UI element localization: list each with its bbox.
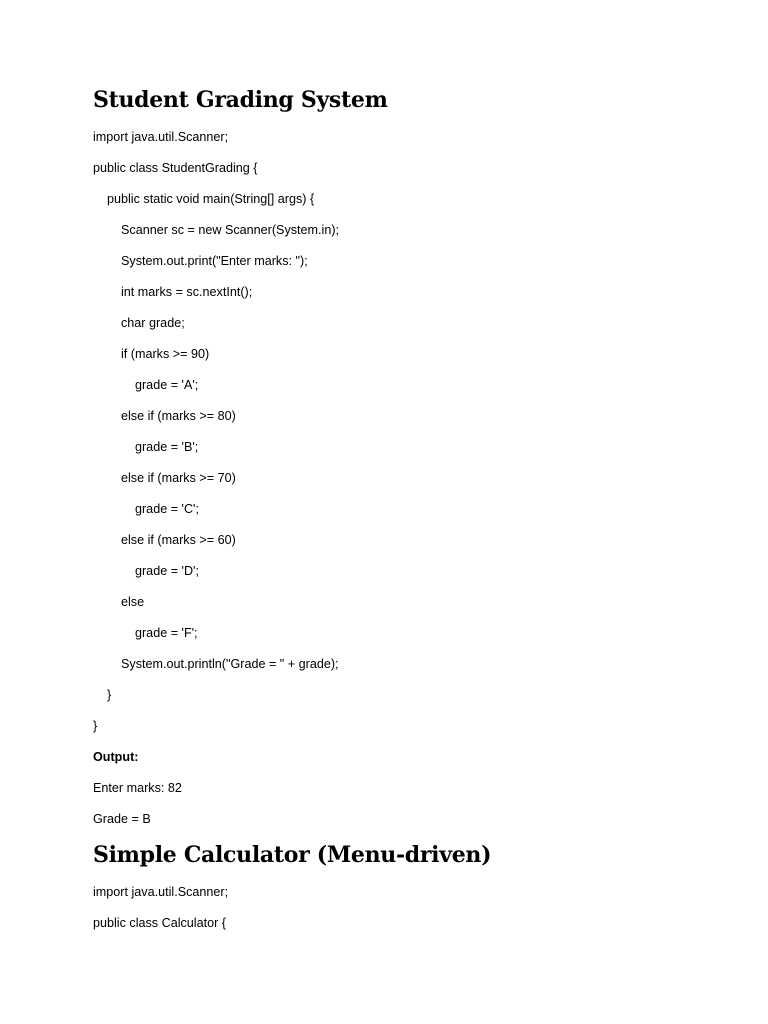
code-line: grade = 'F'; [93,626,198,640]
output-line: Grade = B [93,812,151,826]
code-line: grade = 'B'; [93,440,199,454]
code-line: import java.util.Scanner; [93,885,229,899]
code-line: grade = 'C'; [93,502,199,516]
code-line: } [93,719,98,733]
section-title-simple-calculator: Simple Calculator (Menu-driven) [93,842,492,868]
code-block-calculator [93,877,693,939]
code-block-student-grading [93,122,693,742]
code-line: if (marks >= 90) [93,347,210,361]
section-title-student-grading: Student Grading System [93,87,388,113]
code-line: System.out.println("Grade = " + grade); [93,657,339,671]
code-line: else if (marks >= 80) [93,409,236,423]
code-line: int marks = sc.nextInt(); [93,285,253,299]
output-block [93,773,693,835]
code-line: else [93,595,145,609]
code-line: grade = 'D'; [93,564,199,578]
output-line: Enter marks: 82 [93,781,182,795]
output-label: Output: [93,750,139,764]
document-content [93,84,693,939]
code-line: Scanner sc = new Scanner(System.in); [93,223,340,237]
code-line: System.out.print("Enter marks: "); [93,254,308,268]
code-line: public class Calculator { [93,916,226,930]
code-line: public static void main(String[] args) { [93,192,315,206]
code-line: } [93,688,112,702]
code-line: char grade; [93,316,185,330]
code-line: grade = 'A'; [93,378,199,392]
code-line: public class StudentGrading { [93,161,258,175]
code-line: else if (marks >= 70) [93,471,236,485]
code-line: else if (marks >= 60) [93,533,236,547]
code-line: import java.util.Scanner; [93,130,229,144]
